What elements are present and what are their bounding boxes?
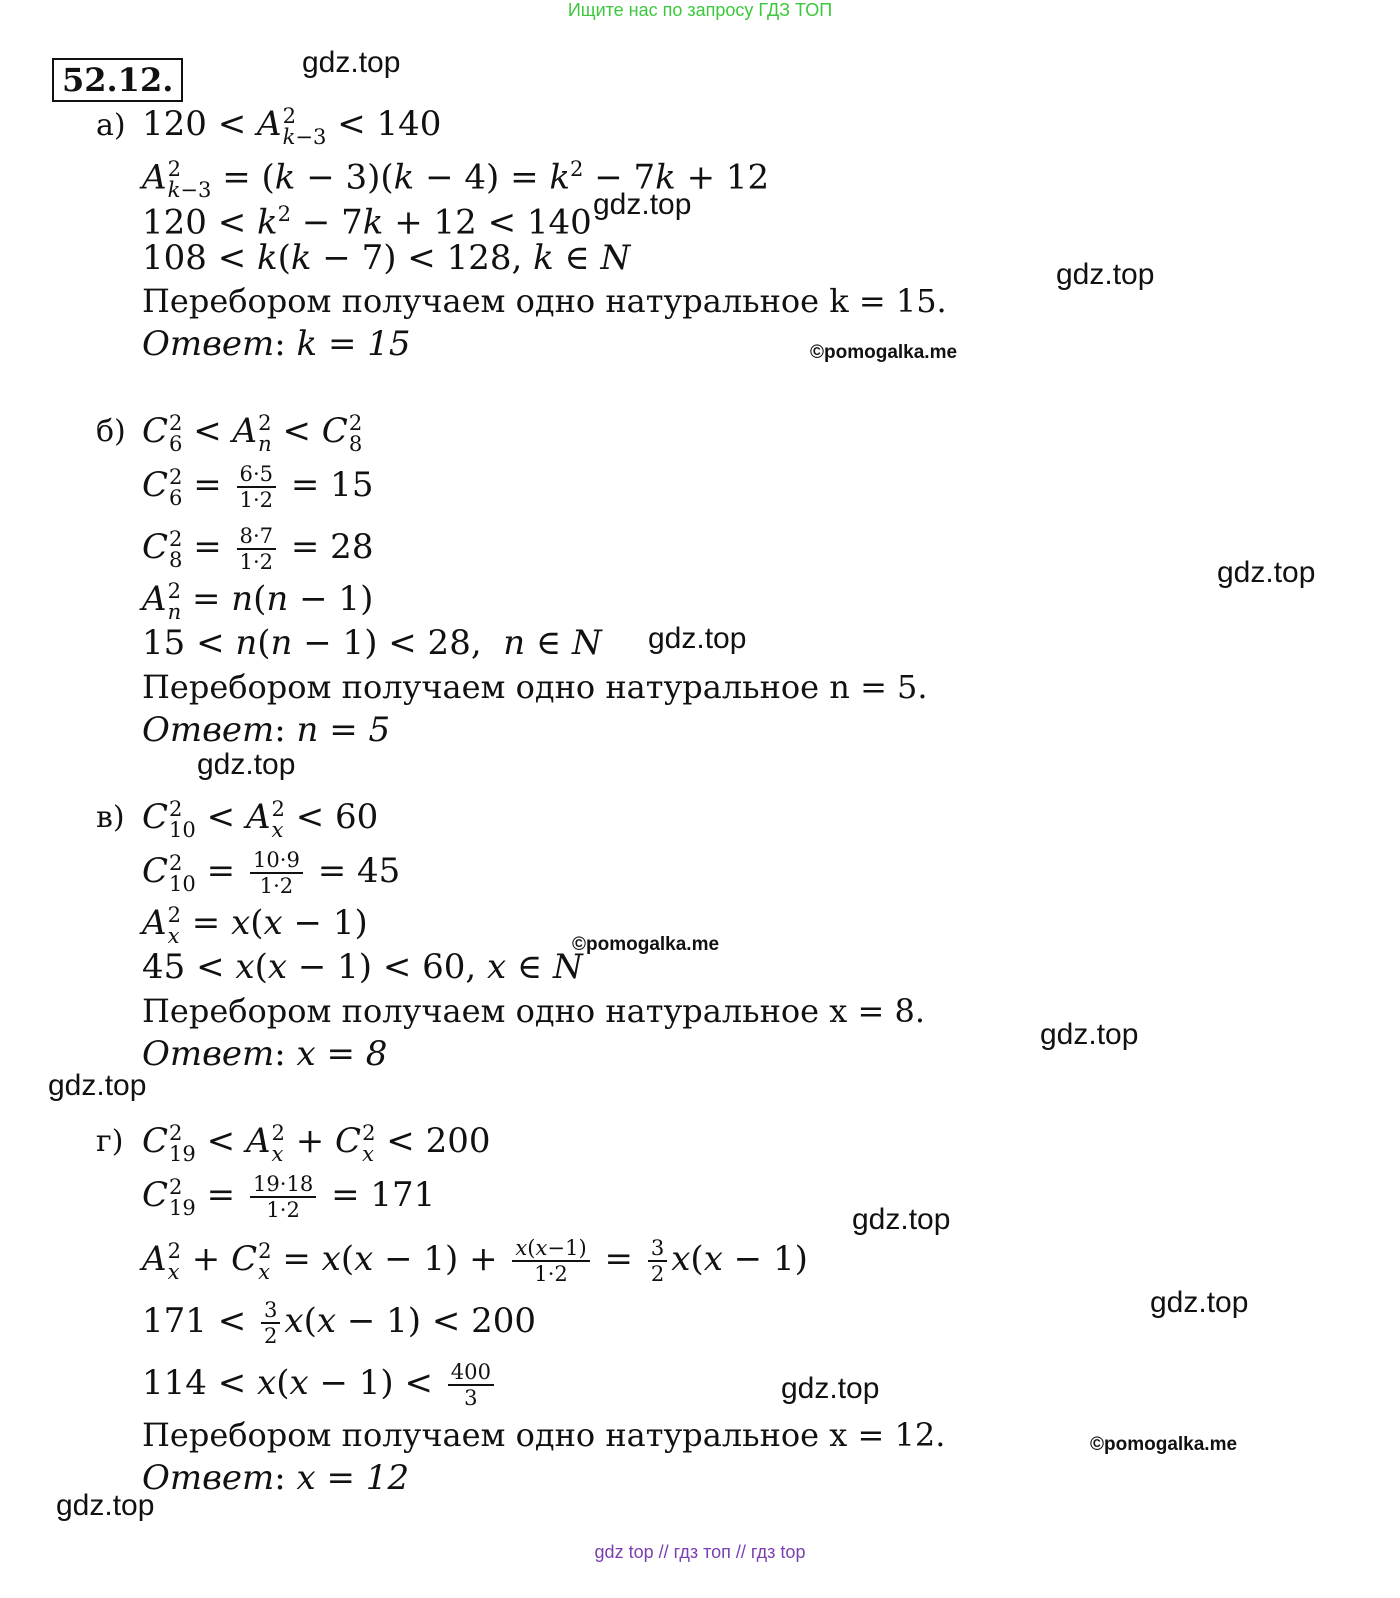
part-a-label: а) [96,108,126,143]
answer-value: x = 12 [296,1458,410,1498]
watermark-gdz: gdz.top [1217,556,1316,589]
watermark-gdz: gdz.top [56,1489,155,1522]
part-g-line-1: C 2 19 < A 2 x + C 2 x < 200 [142,1119,491,1166]
part-g-line-3: A 2 x + C 2 x = x(x − 1) + $\frac{x(x-1)}{1\cdot 2}$ = $\frac{3}{2}$ x(x − 1) [142,1235,808,1287]
part-a-answer: Ответ: k = 15 [142,324,411,364]
watermark-pomogalka: ©pomogalka.me [810,342,958,363]
watermark-gdz: gdz.top [1056,258,1155,291]
part-b-line-1: C 2 6 < A 2 n < C 2 8 [142,409,363,456]
watermark-gdz: gdz.top [1150,1286,1249,1319]
answer-value: x = 8 [296,1034,388,1074]
watermark-gdz: gdz.top [852,1203,951,1236]
watermark-gdz: gdz.top [302,46,401,79]
part-a-conclusion: Перебором получаем одно натуральное k = 15. [142,282,947,320]
part-a-line-2: A 2 k−3 = $(k - 3)(k - 4) = k^2 - 7k + 12$ [142,156,770,203]
part-v-conclusion: Перебором получаем одно натуральное x = 8. [142,992,926,1030]
watermark-gdz: gdz.top [48,1069,147,1102]
part-b-conclusion: Перебором получаем одно натуральное n = 5. [142,668,928,706]
answer-word: Ответ [142,1458,275,1498]
part-g-line-4: 171 < $\frac{3}{2}$ x(x − 1) < 200 [142,1297,537,1349]
part-a-line-1: 120 < A 2 k−3 < 140 [142,102,442,149]
part-v-line-4: 45 < x(x − 1) < 60, x ∈ N [142,947,583,987]
answer-word: Ответ [142,1034,275,1074]
part-g-line-5: 114 < x(x − 1) < $\frac{400}{3}$ [142,1360,498,1410]
watermark-gdz: gdz.top [648,622,747,655]
part-g-label: г) [96,1124,124,1159]
answer-word: Ответ [142,710,275,750]
part-v-label: в) [96,800,125,835]
part-b-line-2: C 2 6 = $\frac{6\cdot 5}{1\cdot 2}$ = 15 [142,461,374,513]
part-v-answer: Ответ: x = 8 [142,1034,388,1074]
part-b-line-5: 15 < n(n − 1) < 28, n ∈ N [142,623,602,663]
answer-value: k = 15 [296,324,411,364]
watermark-pomogalka: ©pomogalka.me [1090,1434,1238,1455]
watermark-pomogalka: ©pomogalka.me [572,934,720,955]
part-b-label: б) [96,414,126,449]
watermark-gdz: gdz.top [781,1372,880,1405]
watermark-gdz: gdz.top [593,188,692,221]
watermark-gdz: gdz.top [1040,1018,1139,1051]
part-a-line-3: $120 < k^2 - 7k + 12 < 140$ [142,201,592,243]
part-g-conclusion: Перебором получаем одно натуральное x = 12. [142,1416,946,1454]
answer-word: Ответ [142,324,275,364]
part-v-line-2: C 2 10 = $\frac{10\cdot 9}{1\cdot 2}$ = 45 [142,847,401,899]
problem-number: 52.12. [52,58,183,102]
part-v-line-3: A 2 x = x(x − 1) [142,901,368,948]
part-b-answer: Ответ: n = 5 [142,710,391,750]
part-b-line-4: A 2 n = n(n − 1) [142,577,374,624]
part-a-line-4: 108 < k(k − 7) < 128, k ∈ N [142,238,631,278]
header-search-hint: Ищите нас по запросу ГДЗ ТОП [567,0,833,20]
answer-value: n = 5 [296,710,391,750]
part-g-line-2: C 2 19 = $\frac{19\cdot 18}{1\cdot 2}$ = 171 [142,1171,436,1223]
footer-watermark: gdz top // гдз топ // гдз top [594,1542,806,1562]
part-g-answer: Ответ: x = 12 [142,1458,410,1498]
part-v-line-1: C 2 10 < A 2 x < 60 [142,795,379,842]
watermark-gdz: gdz.top [197,748,296,781]
part-b-line-3: C 2 8 = $\frac{8\cdot 7}{1\cdot 2}$ = 28 [142,523,374,575]
